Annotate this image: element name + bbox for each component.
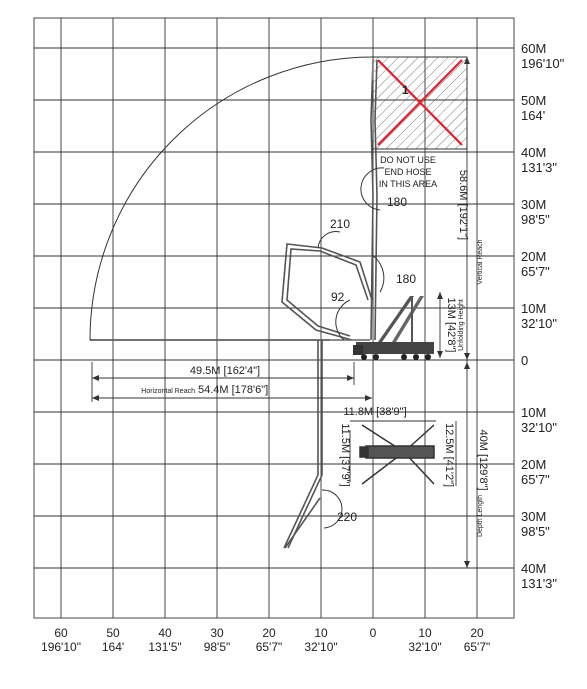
y-label-metric: 10M [521,301,547,316]
y-label-imperial: 65'7" [521,472,550,487]
x-label-50 [93,626,133,654]
dim-horizontal-reach-label: Horizontal Reach [141,388,195,395]
y-label-metric: 20M [521,457,547,472]
y-label-imperial: 196'10" [521,56,565,71]
y-label-10 [521,301,557,331]
y-label-imperial: 32'10" [521,420,558,435]
x-label-imperial: 196'10" [41,640,81,654]
y-label-metric: 40M [521,145,547,160]
x-label-imperial: 65'7" [463,640,491,654]
y-label-40 [521,145,557,175]
y-label-0 [521,353,528,368]
x-label-metric: 0 [369,626,377,640]
x-label-40 [145,626,185,654]
y-label-60 [521,41,564,71]
x-label-plus-20 [457,626,497,654]
y-label-imperial: 131'3" [521,576,558,591]
truck-side-view [353,296,434,360]
x-label-metric: 30 [210,626,224,640]
dim-horizontal-reach: 54.4M [178'6"] [198,384,269,396]
x-label-imperial: 32'10" [408,640,442,654]
dim-unfolding-height: 13M [42'8"] [445,297,457,353]
x-label-metric: 60 [54,626,68,640]
dim-depth-length-label: Depth Length [477,494,484,538]
y-label-imperial: 32'10" [521,316,558,331]
truck-top-view [360,425,434,484]
y-label-metric: 30M [521,509,547,524]
zone-marker-number: 1 [402,83,409,97]
x-label-metric: 50 [106,626,120,640]
dim-depth-length: 40M [129'8"] [477,429,489,491]
x-label-imperial: 65'7" [255,640,283,654]
y-label-metric: 50M [521,93,547,108]
dim-vertical-reach-label: Vertical Reach [477,239,484,285]
dim-outrigger-depth: 11.5M [37'9"] [339,423,351,487]
x-label-plus-10 [405,626,445,654]
y-label-imperial: 98'5" [521,524,550,539]
y-label-imperial: 65'7" [521,264,550,279]
angle-180-mid: 180 [396,272,417,286]
x-label-imperial: 131'5" [148,640,182,654]
dim-horizontal-495: 49.5M [162'4"] [189,365,261,377]
x-label-metric: 20 [262,626,276,640]
dim-vertical-reach: 58.6M [192'1"] [457,169,469,241]
y-label-metric: 20M [521,249,547,264]
x-label-metric: 10 [314,626,328,640]
y-label-30 [521,197,550,227]
boom-positions [92,60,377,548]
y-label-minus-10 [521,405,557,435]
x-label-metric: 40 [158,626,172,640]
y-label-metric: 10M [521,405,547,420]
y-label-imperial: 164' [521,108,546,123]
y-label-metric: 30M [521,197,547,212]
y-label-metric: 40M [521,561,547,576]
y-label-50 [521,93,546,123]
dim-outrigger-width: 11.8M [38'9"] [343,406,407,418]
x-label-metric: 10 [418,626,432,640]
y-label-metric: 0 [521,353,529,368]
x-label-imperial: 32'10" [304,640,338,654]
x-label-10 [301,626,341,654]
x-label-imperial: 98'5" [203,640,231,654]
x-label-20 [249,626,289,654]
x-label-0 [353,626,393,640]
angle-180-top: 180 [387,195,408,209]
x-label-imperial: 164' [101,640,125,654]
y-label-minus-40 [521,561,557,591]
y-label-imperial: 98'5" [521,212,550,227]
y-label-minus-30 [521,509,550,539]
angle-210: 210 [330,217,351,231]
warning-line-1: DO NOT USE [380,155,436,165]
y-label-metric: 60M [521,41,547,56]
y-label-imperial: 131'3" [521,160,558,175]
y-label-20 [521,249,550,279]
dim-unfolding-height-label: Unfolding Height [458,299,465,351]
angle-220: 220 [337,510,358,524]
x-label-30 [197,626,237,654]
warning-line-2: END HOSE [384,167,432,177]
y-label-minus-20 [521,457,550,487]
dim-outrigger-length: 12.5M [41'2"] [443,422,455,488]
x-label-metric: 20 [470,626,484,640]
angle-92: 92 [331,290,345,304]
x-label-60 [36,626,86,654]
warning-line-3: IN THIS AREA [378,179,438,189]
